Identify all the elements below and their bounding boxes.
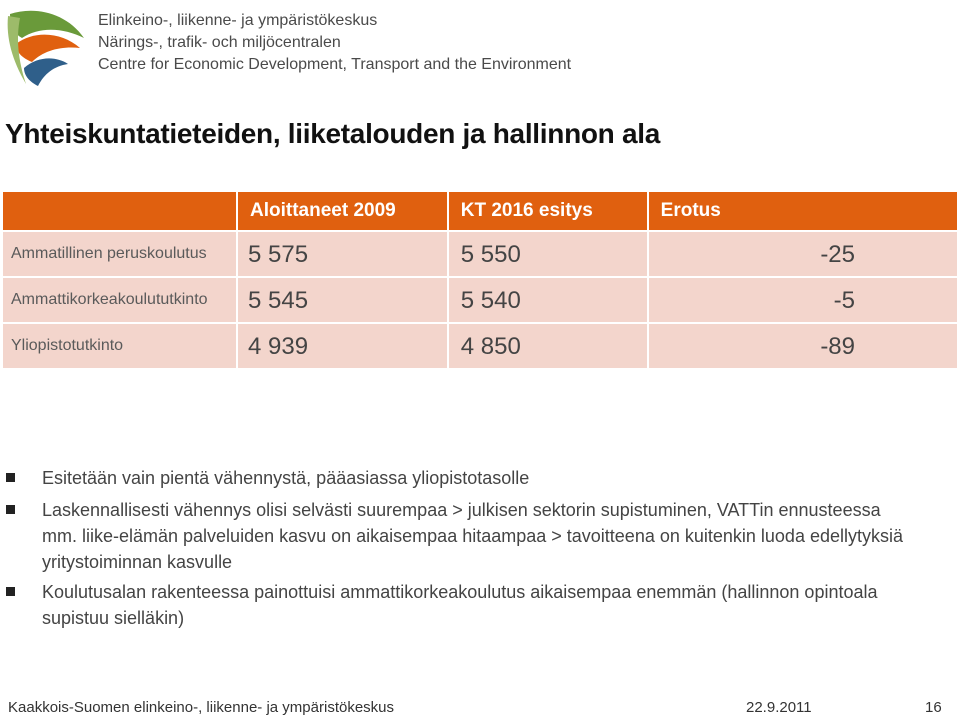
org-name-block <box>98 10 571 76</box>
row-label: Yliopistotutkinto <box>3 324 236 368</box>
org-name-en: Centre for Economic Development, Transport and the Environment <box>98 56 572 73</box>
bullet-text: Koulutusalan rakenteessa painottuisi ammattikorkeakoulutus aikaisempaa enemmän (hallinnon opintoala supistuu sielläkin) <box>42 582 878 628</box>
ely-logo <box>4 4 88 88</box>
org-name-sv: Närings-, trafik- och miljöcentralen <box>98 34 341 51</box>
bullet-text: Laskennallisesti vähennys olisi selvästi suurempaa > julkisen sektorin supistuminen, VATTin ennusteessa mm. liike-elämän palveluiden kasvu on aikaisempaa hitaampaa > tavoitteena on kuitenkin luoda edellytyksiä yritystoiminnan kasvulle <box>42 500 903 572</box>
footer-date: 22.9.2011 <box>746 699 812 716</box>
org-name-fi: Elinkeino-, liikenne- ja ympäristökeskus <box>98 12 378 29</box>
value-erotus: -5 <box>649 278 957 322</box>
bullet-item <box>0 497 959 575</box>
footer-org: Kaakkois-Suomen elinkeino-, liikenne- ja ympäristökeskus <box>8 699 395 716</box>
slide-title: Yhteiskuntatieteiden, liiketalouden ja hallinnon ala <box>5 118 660 149</box>
table-header-row <box>3 192 957 230</box>
table-row <box>3 278 957 322</box>
value-erotus: -25 <box>649 232 957 276</box>
bullet-square-icon <box>6 473 15 482</box>
table-header-blank <box>3 192 236 230</box>
bullet-square-icon <box>6 505 15 514</box>
column-header-kt2016: KT 2016 esitys <box>449 192 647 230</box>
table-row <box>3 324 957 368</box>
row-label: Ammatillinen peruskoulutus <box>3 232 236 276</box>
value-kt2016: 5 540 <box>449 278 647 322</box>
value-aloittaneet: 4 939 <box>238 324 447 368</box>
comparison-table <box>1 190 959 370</box>
value-aloittaneet: 5 575 <box>238 232 447 276</box>
bullet-list <box>0 465 959 631</box>
value-kt2016: 5 550 <box>449 232 647 276</box>
bullet-square-icon <box>6 587 15 596</box>
footer-page-number: 16 <box>925 699 942 716</box>
column-header-erotus: Erotus <box>649 192 957 230</box>
bullet-text: Esitetään vain pientä vähennystä, pääasiassa yliopistotasolle <box>42 468 530 488</box>
value-erotus: -89 <box>649 324 957 368</box>
column-header-aloittaneet: Aloittaneet 2009 <box>238 192 447 230</box>
bullet-item <box>0 465 959 491</box>
table-row <box>3 232 957 276</box>
value-aloittaneet: 5 545 <box>238 278 447 322</box>
row-label: Ammattikorkeakoulututkinto <box>3 278 236 322</box>
bullet-item <box>0 579 959 631</box>
value-kt2016: 4 850 <box>449 324 647 368</box>
